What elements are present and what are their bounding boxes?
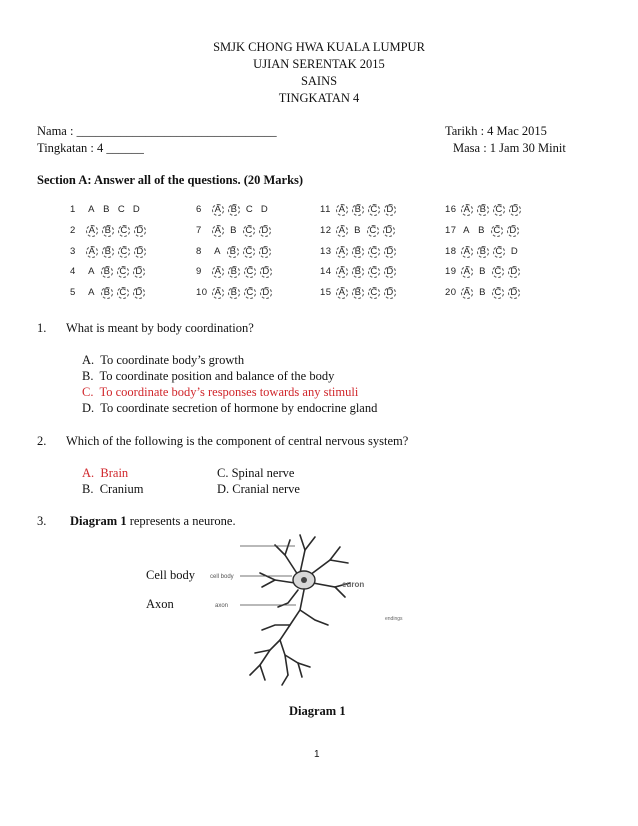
answer-grid-item: [196, 246, 273, 258]
answer-option: C: [117, 287, 129, 299]
q1-number: 1.: [37, 321, 47, 335]
answer-label-axon: Axon: [146, 597, 174, 611]
q1-option-c-answer: [82, 385, 358, 400]
answer-option: A: [86, 225, 98, 237]
class-field-label: Tingkatan : 4 ______: [37, 141, 144, 155]
answer-option: A: [461, 266, 473, 278]
answer-option: C: [493, 204, 505, 216]
answer-option: A: [212, 204, 224, 216]
answer-option: C: [493, 246, 505, 258]
question-number: 13: [320, 246, 332, 257]
diagram-label-cell-body: cell body: [210, 574, 234, 580]
answer-option: D: [383, 225, 395, 237]
answer-grid-item: [445, 266, 522, 278]
answer-option: A: [88, 204, 95, 215]
answer-option: D: [133, 266, 145, 278]
question-number: 12: [320, 225, 332, 236]
diagram-caption: Diagram 1: [289, 704, 346, 718]
question-number: 4: [70, 266, 76, 277]
answer-option: B: [479, 266, 486, 277]
question-number: 7: [196, 225, 202, 236]
q2-option-c: [217, 466, 294, 481]
question-number: 10: [196, 287, 208, 298]
answer-option: A: [212, 266, 224, 278]
q2-option-b: [82, 482, 143, 497]
question-number: 20: [445, 287, 457, 298]
option-label: C.: [217, 466, 229, 480]
option-label: A.: [82, 466, 95, 480]
answer-option: D: [384, 266, 396, 278]
answer-option: B: [352, 204, 364, 216]
question-number: 18: [445, 246, 457, 257]
answer-option: B: [101, 287, 113, 299]
answer-option: C: [117, 266, 129, 278]
question-number: 6: [196, 204, 202, 215]
school-name: SMJK CHONG HWA KUALA LUMPUR: [213, 40, 425, 54]
answer-grid-item: [445, 287, 522, 299]
answer-option: C: [243, 246, 255, 258]
answer-option: C: [492, 266, 504, 278]
answer-option: B: [477, 246, 489, 258]
question-number: 9: [196, 266, 202, 277]
answer-option: A: [214, 246, 221, 257]
answer-grid-item: [445, 225, 521, 237]
q1-option-a: [82, 353, 244, 368]
answer-option: A: [336, 225, 348, 237]
answer-option: C: [118, 225, 130, 237]
answer-option: C: [368, 204, 380, 216]
answer-grid-item: [70, 266, 147, 278]
answer-option: C: [244, 266, 256, 278]
option-text: To coordinate position and balance of the body: [99, 369, 335, 383]
q2-number: 2.: [37, 434, 47, 448]
q3-diagram-ref: Diagram 1: [70, 514, 127, 528]
answer-grid-item: [445, 204, 523, 216]
question-number: 17: [445, 225, 457, 236]
answer-option: A: [212, 287, 224, 299]
answer-option: C: [117, 204, 126, 215]
answer-option: C: [367, 225, 379, 237]
answer-option: D: [133, 287, 145, 299]
option-label: B.: [82, 369, 94, 383]
answer-option: D: [260, 204, 269, 215]
answer-option: D: [508, 287, 520, 299]
option-label: D.: [82, 401, 95, 415]
answer-option: D: [260, 266, 272, 278]
answer-option: D: [507, 225, 519, 237]
answer-option: C: [245, 204, 254, 215]
answer-grid-item: [70, 246, 148, 258]
answer-option: D: [384, 287, 396, 299]
answer-option: D: [132, 204, 141, 215]
answer-grid-item: [196, 266, 274, 278]
option-text: Cranial nerve: [232, 482, 300, 496]
answer-option: B: [103, 204, 110, 215]
answer-option: A: [212, 225, 224, 237]
answer-option: D: [260, 287, 272, 299]
answer-grid-item: [196, 204, 272, 216]
answer-option: D: [510, 246, 519, 257]
answer-option: B: [230, 225, 237, 236]
question-number: 2: [70, 225, 76, 236]
answer-option: D: [508, 266, 520, 278]
answer-grid-item: [320, 246, 398, 258]
answer-grid-item: [320, 204, 398, 216]
option-label: C.: [82, 385, 94, 399]
option-text: Spinal nerve: [231, 466, 295, 480]
answer-option: D: [134, 246, 146, 258]
answer-option: C: [491, 225, 503, 237]
answer-option: A: [336, 246, 348, 258]
answer-option: A: [88, 287, 95, 298]
answer-option: A: [86, 246, 98, 258]
question-number: 14: [320, 266, 332, 277]
answer-option: B: [352, 287, 364, 299]
q2-option-a-answer: [82, 466, 128, 481]
answer-option: A: [461, 287, 473, 299]
answer-option: B: [102, 225, 114, 237]
option-text: To coordinate body’s growth: [100, 353, 245, 367]
question-number: 11: [320, 204, 331, 215]
option-label: A.: [82, 353, 95, 367]
answer-option: A: [461, 204, 473, 216]
answer-label-cell-body: Cell body: [146, 568, 195, 582]
q2-text: Which of the following is the component of central nervous system?: [66, 434, 409, 448]
option-text: Cranium: [99, 482, 144, 496]
diagram-label-axon: axon: [215, 603, 229, 609]
answer-grid-item: [70, 287, 147, 299]
answer-option: D: [134, 225, 146, 237]
page-number: 1: [314, 749, 320, 760]
name-field-label: Nama : ________________________________: [37, 124, 277, 138]
subject-title: SAINS: [300, 74, 338, 88]
answer-option: D: [259, 225, 271, 237]
answer-option: A: [88, 266, 95, 277]
answer-option: D: [384, 204, 396, 216]
answer-option: A: [336, 204, 348, 216]
date-label: Tarikh : 4 Mac 2015: [445, 124, 547, 138]
answer-option: B: [228, 266, 240, 278]
answer-option: B: [352, 266, 364, 278]
answer-option: B: [101, 266, 113, 278]
answer-grid-item: [320, 287, 398, 299]
question-number: 16: [445, 204, 457, 215]
answer-option: A: [461, 246, 473, 258]
answer-option: A: [336, 287, 348, 299]
answer-grid-item: [320, 225, 397, 237]
answer-option: D: [509, 204, 521, 216]
q2-option-d: [217, 482, 300, 497]
question-number: 19: [445, 266, 457, 277]
exam-title: UJIAN SERENTAK 2015: [253, 57, 385, 71]
answer-option: D: [384, 246, 396, 258]
q1-option-b: [82, 369, 334, 384]
answer-option: A: [463, 225, 470, 236]
form-title: TINGKATAN 4: [278, 91, 360, 105]
answer-option: A: [336, 266, 348, 278]
answer-grid-item: [196, 287, 274, 299]
answer-option: C: [368, 287, 380, 299]
answer-option: B: [354, 225, 361, 236]
time-label: Masa : 1 Jam 30 Minit: [453, 141, 566, 155]
neuron-diagram: [200, 525, 440, 690]
answer-option: B: [477, 204, 489, 216]
answer-option: B: [227, 246, 239, 258]
answer-option: C: [243, 225, 255, 237]
option-text: To coordinate secretion of hormone by endocrine gland: [100, 401, 378, 415]
q3-text-rest: represents a neurone.: [126, 514, 236, 528]
option-label: D.: [217, 482, 230, 496]
q1-option-d: [82, 401, 377, 416]
answer-grid-item: [70, 225, 148, 237]
answer-option: C: [368, 246, 380, 258]
answer-grid-item: [196, 225, 273, 237]
answer-option: B: [228, 204, 240, 216]
answer-option: D: [259, 246, 271, 258]
answer-option: C: [492, 287, 504, 299]
option-label: B.: [82, 482, 94, 496]
answer-grid-item: [70, 204, 144, 215]
section-a-title: Section A: Answer all of the questions. (20 Marks): [37, 173, 304, 187]
question-number: 15: [320, 287, 332, 298]
question-number: 5: [70, 287, 76, 298]
answer-option: B: [352, 246, 364, 258]
q1-text: What is meant by body coordination?: [66, 321, 254, 335]
question-number: 3: [70, 246, 76, 257]
diagram-label-endings: endings: [385, 616, 403, 622]
answer-grid-item: [445, 246, 522, 258]
answer-option: B: [228, 287, 240, 299]
question-number: 1: [70, 204, 76, 215]
answer-option: B: [479, 287, 486, 298]
answer-grid-item: [320, 266, 398, 278]
answer-option: C: [118, 246, 130, 258]
answer-option: B: [478, 225, 485, 236]
question-number: 8: [196, 246, 202, 257]
answer-option: B: [102, 246, 114, 258]
answer-option: C: [244, 287, 256, 299]
answer-option: C: [368, 266, 380, 278]
diagram-label-neuron: euron: [342, 580, 365, 589]
option-text: To coordinate body’s responses towards any stimuli: [99, 385, 359, 399]
q3-number: 3.: [37, 514, 47, 528]
option-text: Brain: [100, 466, 129, 480]
